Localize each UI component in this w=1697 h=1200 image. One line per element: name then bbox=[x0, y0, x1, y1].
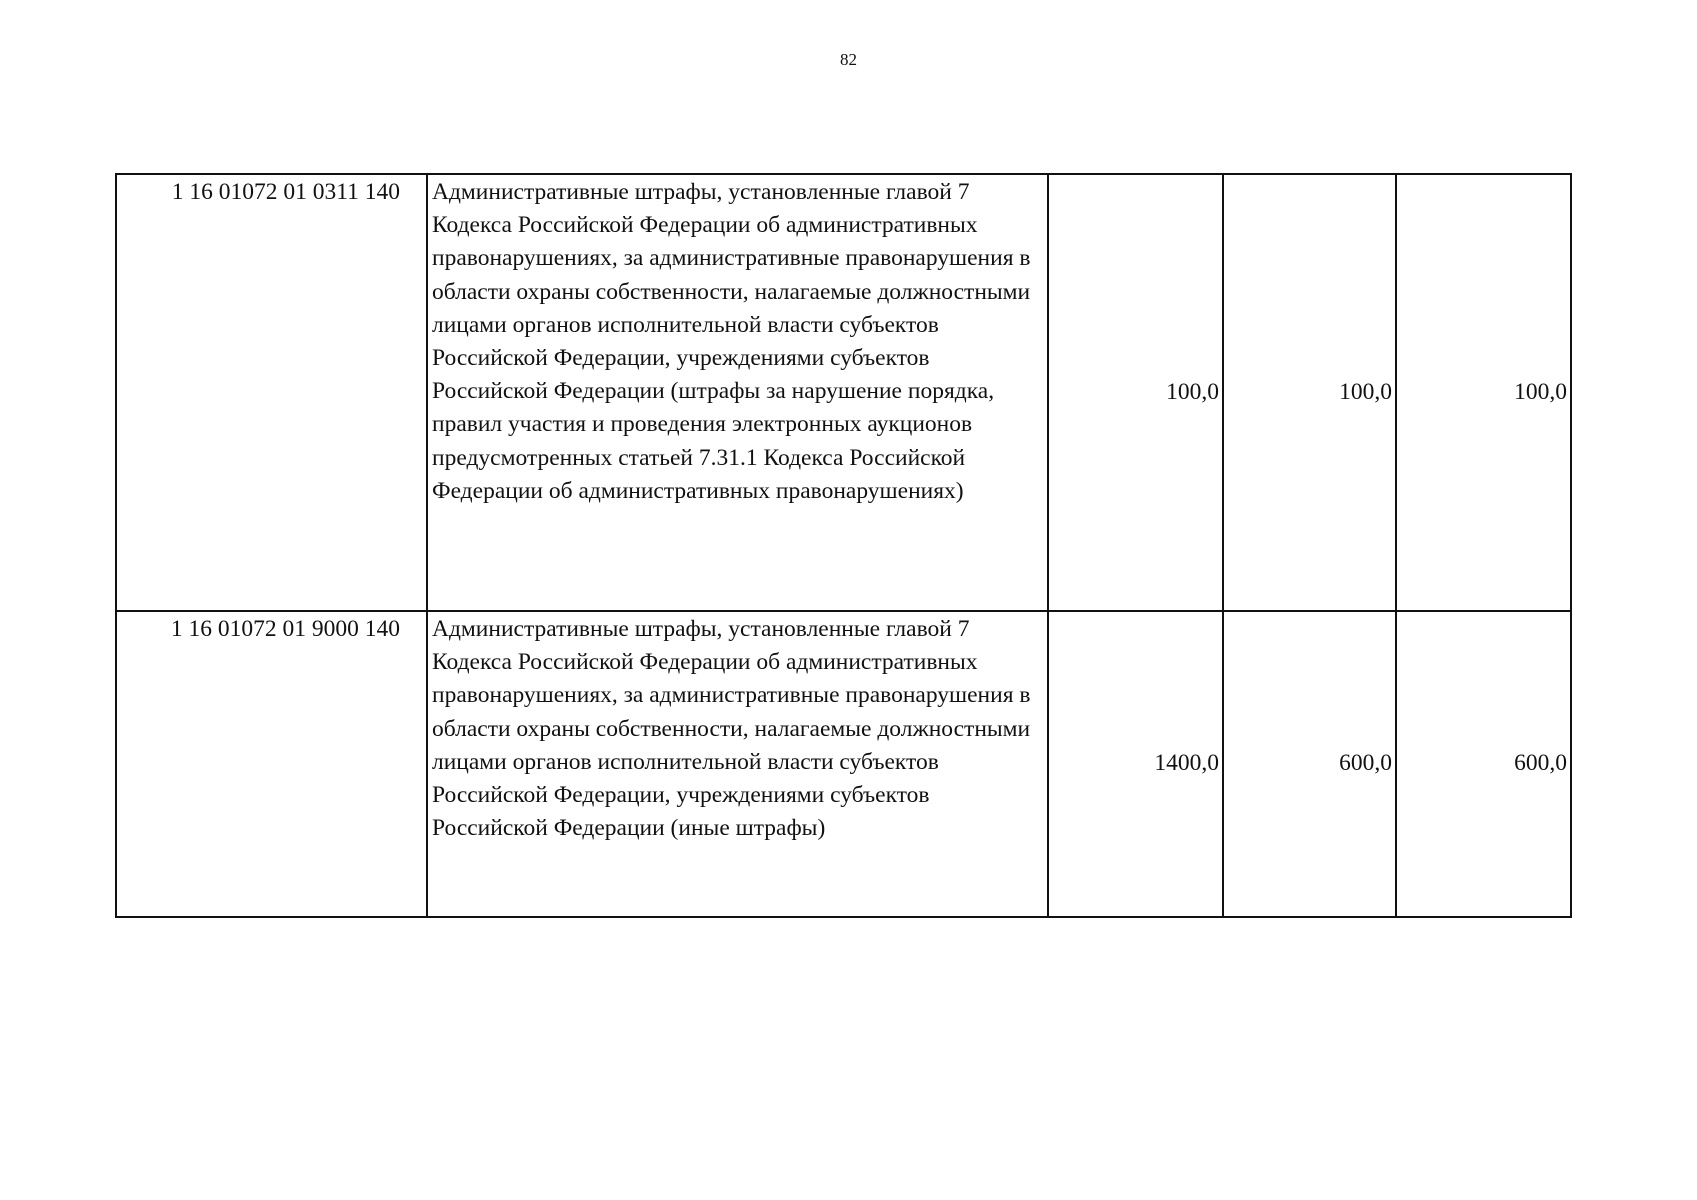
value-year-3-cell: 600,0 bbox=[1396, 611, 1571, 917]
table-row bbox=[116, 611, 1571, 917]
revenue-code-cell: 1 16 01072 01 0311 140 bbox=[116, 174, 427, 611]
value-year-2-cell: 100,0 bbox=[1223, 174, 1396, 611]
value-year-1-cell: 100,0 bbox=[1048, 174, 1223, 611]
revenue-description-cell: Административные штрафы, установленные главой 7 Кодекса Российской Федерации об административных правонарушениях, за административные правонарушения в области охраны собственности, налагаемые должностными лицами органов исполнительной власти субъектов Российской Федерации, учреждениями субъектов Российской Федерации (штрафы за нарушение порядка, правил участия и проведения электронных аукционов предусмотренных статьей 7.31.1 Кодекса Российской Федерации об административных правонарушениях) bbox=[427, 174, 1048, 611]
value-year-2-cell: 600,0 bbox=[1223, 611, 1396, 917]
revenue-description-cell: Административные штрафы, установленные главой 7 Кодекса Российской Федерации об административных правонарушениях, за административные правонарушения в области охраны собственности, налагаемые должностными лицами органов исполнительной власти субъектов Российской Федерации, учреждениями субъектов Российской Федерации (иные штрафы) bbox=[427, 611, 1048, 917]
value-year-1-cell: 1400,0 bbox=[1048, 611, 1223, 917]
page-number: 82 bbox=[840, 50, 857, 69]
value-year-3-cell: 100,0 bbox=[1396, 174, 1571, 611]
table-row bbox=[116, 174, 1571, 611]
budget-revenue-table bbox=[115, 173, 1572, 918]
revenue-code-cell: 1 16 01072 01 9000 140 bbox=[116, 611, 427, 917]
